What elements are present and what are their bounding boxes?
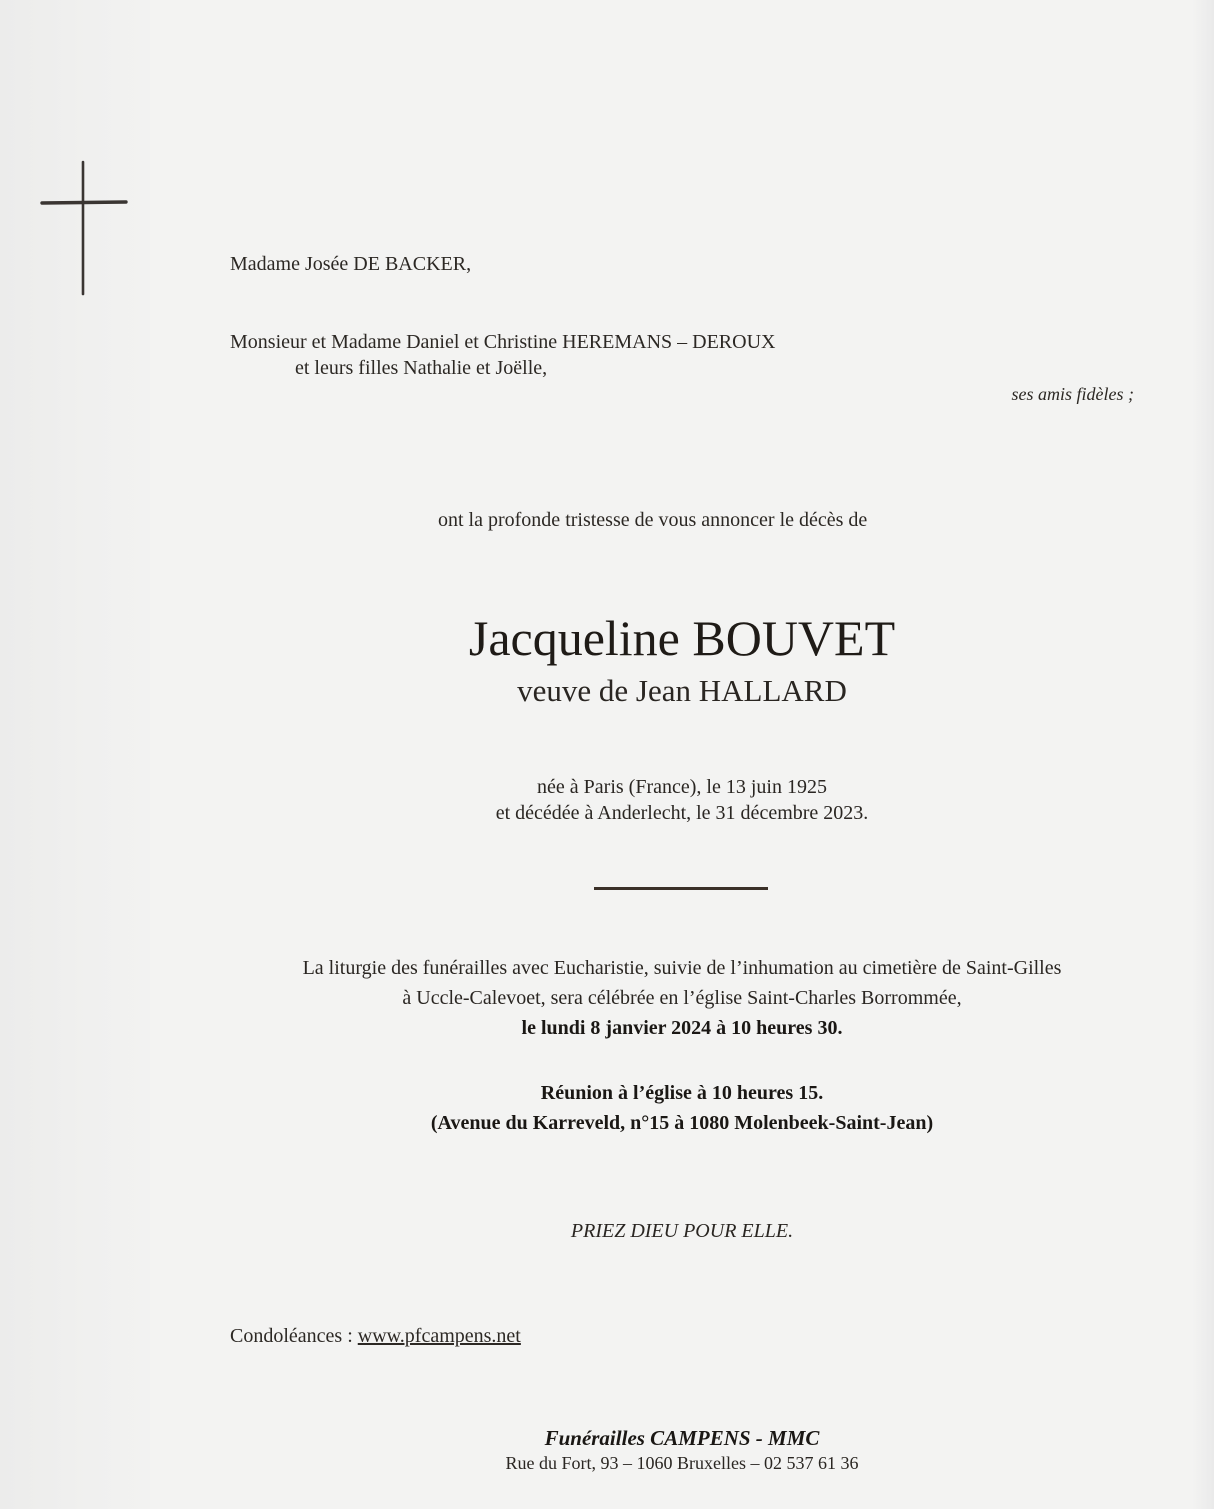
section-divider bbox=[594, 887, 768, 890]
right-edge-shadow bbox=[1192, 0, 1214, 1509]
deceased-name: Jacqueline BOUVET bbox=[468, 610, 896, 666]
family-line-2: Monsieur et Madame Daniel et Christine HEREMANS – DEROUX bbox=[230, 331, 776, 353]
condolences-line bbox=[230, 1323, 521, 1349]
prayer-text: PRIEZ DIEU POUR ELLE. bbox=[570, 1220, 794, 1242]
family-line-3: et leurs filles Nathalie et Joëlle, bbox=[295, 357, 548, 379]
family-line-1: Madame Josée DE BACKER, bbox=[230, 253, 472, 275]
ceremony-line-1: La liturgie des funérailles avec Eucharistie, suivie de l’inhumation au cimetière de Saint-Gilles bbox=[302, 957, 1062, 979]
announcement-text: ont la profonde tristesse de vous annoncer le décès de bbox=[438, 509, 868, 531]
condolences-label: Condoléances : bbox=[230, 1325, 358, 1347]
birth-line: née à Paris (France), le 13 juin 1925 bbox=[537, 776, 827, 798]
cross-icon bbox=[40, 160, 128, 296]
ceremony-line-2: à Uccle-Calevoet, sera célébrée en l’église Saint-Charles Borrommée, bbox=[402, 987, 962, 1009]
funeral-home-address: Rue du Fort, 93 – 1060 Bruxelles – 02 537 61 36 bbox=[505, 1453, 859, 1473]
meeting-time: Réunion à l’église à 10 heures 15. bbox=[540, 1082, 824, 1104]
deceased-widow-of: veuve de Jean HALLARD bbox=[517, 673, 847, 708]
condolences-link[interactable]: www.pfcampens.net bbox=[357, 1325, 521, 1347]
funeral-home-name: Funérailles CAMPENS - MMC bbox=[544, 1426, 820, 1450]
family-line-4: ses amis fidèles ; bbox=[1011, 384, 1134, 404]
death-line: et décédée à Anderlecht, le 31 décembre 2023. bbox=[495, 802, 869, 824]
church-address: (Avenue du Karreveld, n°15 à 1080 Molenbeek-Saint-Jean) bbox=[430, 1112, 934, 1134]
ceremony-date: le lundi 8 janvier 2024 à 10 heures 30. bbox=[521, 1017, 843, 1039]
